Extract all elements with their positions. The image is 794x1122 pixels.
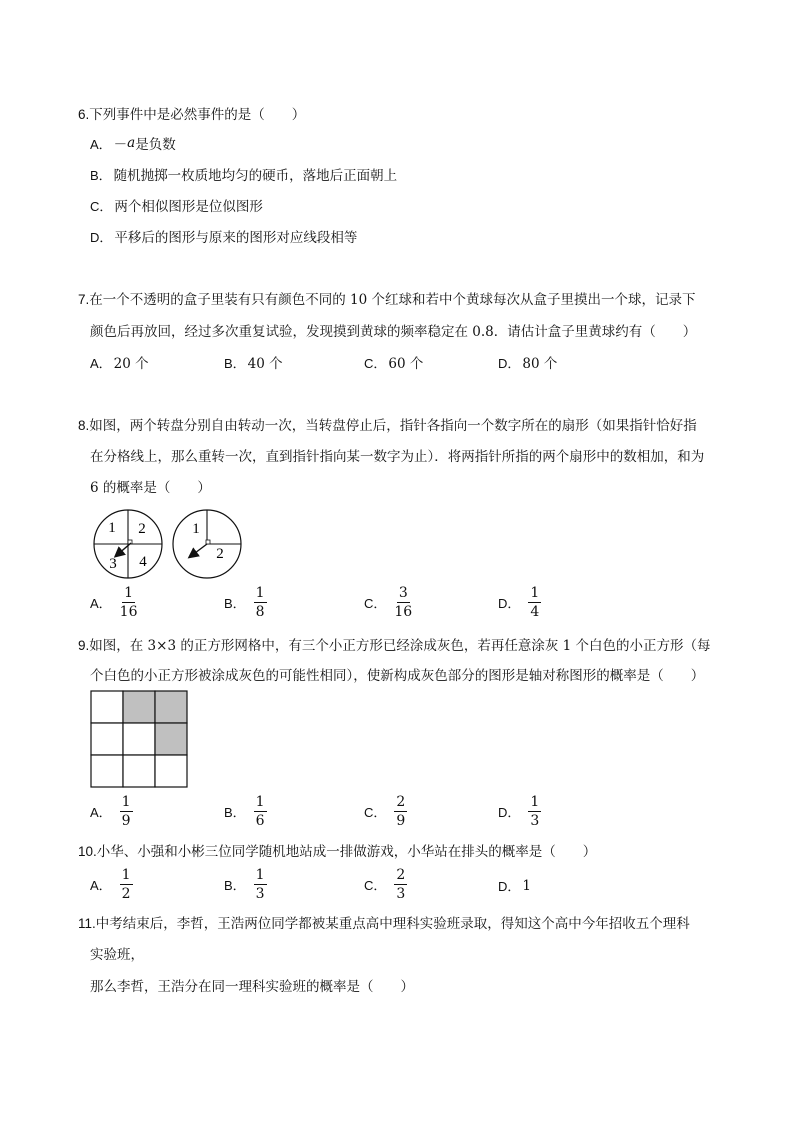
fraction: [254, 795, 267, 828]
spinner-2-label: 1: [192, 521, 200, 537]
question-9-line-1: [78, 634, 711, 654]
fraction: [394, 795, 407, 828]
option-text: 20 个: [113, 356, 149, 372]
q8-option-b: [224, 586, 267, 619]
option-label: D．: [498, 596, 521, 611]
denominator: 4: [530, 604, 540, 620]
option-label: A．: [90, 355, 112, 371]
numerator: 2: [396, 867, 406, 883]
spinner-1: [94, 510, 162, 578]
option-text: 平移后的图形与原来的图形对应线段相等: [114, 230, 358, 246]
q9-option-b: [224, 795, 267, 828]
option-text: 1: [522, 877, 531, 894]
grid-cell-shaded: [155, 691, 187, 723]
denominator: 2: [121, 886, 131, 902]
q8-option-a: [90, 586, 138, 619]
option-label: A．: [90, 596, 112, 611]
numerator: 1: [121, 867, 131, 883]
q9-option-d: [498, 795, 541, 828]
option-variable: a: [127, 135, 136, 151]
q9-option-a: [90, 795, 133, 828]
grid-cell-shaded: [123, 691, 155, 723]
option-label: D．: [498, 805, 521, 820]
denominator: 3: [530, 813, 540, 829]
denominator: 16: [119, 604, 138, 620]
fraction: [120, 795, 133, 828]
option-text: －: [113, 137, 128, 153]
question-10-stem: [78, 840, 596, 860]
option-label: C．: [364, 355, 387, 371]
option-label: C．: [90, 198, 113, 214]
option-label: C．: [364, 805, 387, 820]
spinner-2: [173, 510, 241, 578]
numerator: 1: [530, 794, 540, 810]
question-8-line-2: 在分格线上，那么重转一次，直到指针指向某一数字为止）．将两指针所指的两个扇形中的数相加，和为: [90, 449, 705, 465]
numerator: 1: [124, 585, 134, 601]
question-text: 在一个不透明的盒子里装有只有颜色不同的 10 个红球和若中个黄球每次从盒子里摸出一个球，记录下: [89, 292, 696, 308]
question-text: 下列事件中是必然事件的是（ ）: [89, 107, 306, 123]
fraction: [254, 586, 267, 619]
q9-option-c: [364, 795, 407, 828]
grid-cell: [123, 723, 155, 755]
option-label: D．: [498, 355, 521, 371]
fraction: [254, 868, 267, 901]
question-number: 8.: [78, 418, 90, 433]
denominator: 3: [396, 886, 406, 902]
fraction: [528, 795, 541, 828]
option-text: 40 个: [247, 356, 283, 372]
option-label: C．: [364, 596, 387, 611]
q7-option-d: [498, 352, 557, 372]
question-text: 如图，在 3×3 的正方形网格中，有三个小正方形已经涂成灰色，若再任意涂灰 1 个白色的小正方形（每: [89, 638, 711, 654]
q8-option-d: [498, 586, 541, 619]
question-number: 6.: [78, 107, 90, 122]
spinner-1-label: 4: [139, 554, 147, 570]
denominator: 9: [396, 813, 406, 829]
q6-option-d: [90, 226, 357, 246]
option-text: 是负数: [135, 137, 176, 153]
option-text: 60 个: [388, 356, 424, 372]
spinner-2-pivot: [206, 540, 210, 544]
fraction: [120, 586, 138, 619]
spinner-2-pointer: [191, 544, 207, 556]
spinner-2-label: 2: [216, 546, 224, 562]
question-7-line-2: 颜色后再放回，经过多次重复试验，发现摸到黄球的频率稳定在 0.8．请估计盒子里黄球约有（ ）: [90, 324, 697, 340]
denominator: 3: [255, 886, 265, 902]
numerator: 1: [255, 794, 265, 810]
option-text: 随机抛掷一枚质地均匀的硬币，落地后正面朝上: [113, 168, 398, 184]
q6-option-a: [90, 133, 176, 153]
q6-option-b: [90, 164, 397, 184]
grid-cell: [155, 755, 187, 787]
q7-option-a: [90, 352, 149, 372]
grid-cell: [91, 755, 123, 787]
option-text: 两个相似图形是位似图形: [114, 199, 263, 215]
option-label: D．: [90, 229, 113, 245]
option-label: B．: [224, 355, 246, 371]
option-label: B．: [224, 805, 246, 820]
question-9-line-2: 个白色的小正方形被涂成灰色的可能性相同），使新构成灰色部分的图形是轴对称图形的概率是（ ）: [90, 668, 705, 684]
denominator: 9: [121, 813, 131, 829]
denominator: 16: [394, 604, 413, 620]
denominator: 6: [255, 813, 265, 829]
question-6-stem: [78, 103, 305, 123]
question-11-line-3: 那么李哲，王浩分在同一理科实验班的概率是（ ）: [90, 979, 414, 995]
question-11-line-1: [78, 912, 690, 932]
grid-cell: [123, 755, 155, 787]
option-label: B．: [224, 596, 246, 611]
question-number: 9.: [78, 638, 90, 653]
option-label: A．: [90, 136, 112, 152]
grid-cell-shaded: [155, 723, 187, 755]
option-text: 80 个: [522, 356, 558, 372]
fraction: [394, 868, 407, 901]
numerator: 2: [396, 794, 406, 810]
grid-cell: [91, 691, 123, 723]
spinner-1-label: 3: [109, 556, 117, 572]
numerator: 1: [255, 585, 265, 601]
q10-option-d: [498, 876, 531, 895]
fraction: [394, 586, 412, 619]
question-11-line-2: 实验班，: [90, 947, 144, 963]
numerator: 1: [530, 585, 540, 601]
numerator: 1: [121, 794, 131, 810]
q7-option-c: [364, 352, 423, 372]
q10-option-b: [224, 868, 267, 901]
option-label: C．: [364, 878, 387, 893]
option-label: D．: [498, 879, 521, 894]
option-label: B．: [90, 167, 112, 183]
option-label: A．: [90, 878, 112, 893]
spinner-1-pointer: [117, 543, 131, 555]
question-text: 小华、小强和小彬三位同学随机地站成一排做游戏，小华站在排头的概率是（ ）: [96, 844, 597, 860]
question-number: 11.: [78, 916, 96, 931]
q10-option-a: [90, 868, 133, 901]
option-label: B．: [224, 878, 246, 893]
spinner-figure: [90, 506, 250, 582]
question-number: 10.: [78, 844, 97, 859]
spinner-1-label: 2: [138, 521, 146, 537]
question-8-line-1: [78, 414, 697, 434]
question-number: 7.: [78, 292, 90, 307]
q7-option-b: [224, 352, 283, 372]
q8-option-c: [364, 586, 412, 619]
spinner-1-label: 1: [108, 520, 116, 536]
grid-figure: [90, 690, 188, 788]
q10-option-c: [364, 868, 407, 901]
fraction: [528, 586, 541, 619]
numerator: 1: [255, 867, 265, 883]
grid-cell: [91, 723, 123, 755]
question-text: 中考结束后，李哲，王浩两位同学都被某重点高中理科实验班录取，得知这个高中今年招收五个理科: [95, 916, 690, 932]
question-7-line-1: [78, 288, 696, 308]
question-8-line-3: 6 的概率是（ ）: [90, 480, 211, 496]
question-text: 如图，两个转盘分别自由转动一次，当转盘停止后，指针各指向一个数字所在的扇形（如果指针恰好指: [89, 418, 697, 434]
denominator: 8: [255, 604, 265, 620]
option-label: A．: [90, 805, 112, 820]
numerator: 3: [398, 585, 408, 601]
q6-option-c: [90, 195, 263, 215]
fraction: [120, 868, 133, 901]
